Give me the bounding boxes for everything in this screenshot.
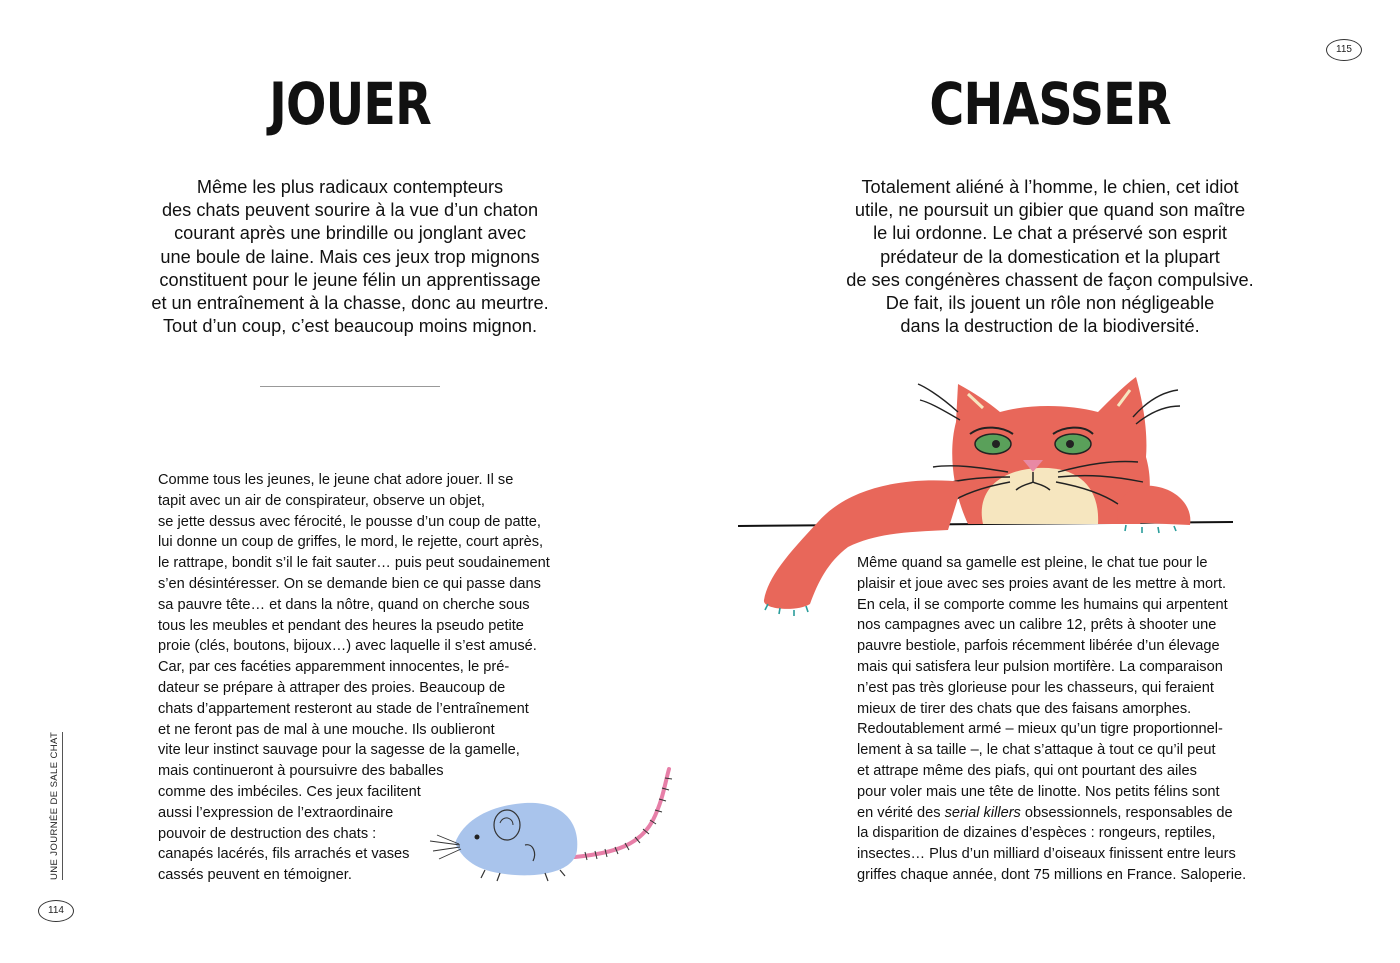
intro-line: le lui ordonne. Le chat a préservé son esprit bbox=[873, 223, 1227, 244]
body-line: et ne feront pas de mal à une mouche. Ils oublieront bbox=[158, 721, 495, 738]
body-line: insectes… Plus d’un milliard d’oiseaux finissent entre leurs bbox=[857, 846, 1236, 863]
body-line: vite leur instinct sauvage pour la sagesse de la gamelle, bbox=[158, 742, 520, 759]
intro-line: dans la destruction de la biodiversité. bbox=[900, 316, 1200, 337]
intro-line: Même les plus radicaux contempteurs bbox=[196, 177, 504, 197]
body-line: tapit avec un air de conspirateur, observe un objet, bbox=[158, 492, 485, 509]
body-line: pouvoir de destruction des chats : bbox=[158, 825, 377, 842]
body-line: En cela, il se comporte comme les humains qui arpentent bbox=[857, 596, 1228, 613]
body-line: cassés peuvent en témoigner. bbox=[158, 867, 352, 884]
body-line: griffes chaque année, dont 75 millions en France. Saloperie. bbox=[857, 866, 1247, 883]
body-line: Car, par ces facéties apparemment innocentes, le pré- bbox=[158, 659, 510, 676]
body-line: chats d’appartement resteront au stade de l’entraînement bbox=[158, 700, 529, 717]
body-line: lui donne un coup de griffes, le mord, le rejette, court après, bbox=[158, 534, 544, 551]
body-line: dateur se prépare à attraper des proies. Beaucoup de bbox=[158, 679, 506, 696]
body-line: et attrape même des piafs, qui ont pourtant des ailes bbox=[857, 762, 1197, 779]
claws-right bbox=[1125, 525, 1176, 533]
italic-before: en vérité des bbox=[857, 804, 945, 821]
mouse-illustration bbox=[425, 765, 680, 890]
left-page-title: JOUER bbox=[269, 70, 431, 138]
body-line: lement à sa taille –, le chat s’attaque à tout ce qu’il peut bbox=[857, 742, 1216, 759]
italic-phrase: serial killers bbox=[944, 804, 1021, 821]
running-head: UNE JOURNÉE DE SALE CHAT bbox=[49, 732, 63, 880]
body-line: aussi l’expression de l’extraordinaire bbox=[158, 804, 394, 821]
page-number: 114 bbox=[38, 900, 74, 922]
body-line: Comme tous les jeunes, le jeune chat adore jouer. Il se bbox=[158, 472, 514, 488]
page-number: 115 bbox=[1326, 39, 1362, 61]
intro-line: et un entraînement à la chasse, donc au meurtre. bbox=[151, 293, 549, 314]
body-line: se jette dessus avec férocité, le pousse d’un coup de patte, bbox=[158, 513, 541, 530]
intro-line: Tout d’un coup, c’est beaucoup moins mignon. bbox=[162, 316, 538, 337]
italic-after: obsessionnels, responsables de bbox=[1020, 804, 1233, 821]
body-line: mais qui satisfera leur pulsion mortifère. La comparaison bbox=[857, 658, 1223, 675]
intro-line: des chats peuvent sourire à la vue d’un chaton bbox=[161, 200, 539, 221]
intro-line: courant après une brindille ou jonglant avec bbox=[174, 223, 526, 244]
right-body-text bbox=[857, 553, 1257, 886]
body-line: mieux de tirer des chats que des faisans amorphes. bbox=[857, 700, 1192, 717]
body-line: s’en désintéresser. On se demande bien ce qui passe dans bbox=[158, 575, 541, 592]
intro-line: Totalement aliéné à l’homme, le chien, cet idiot bbox=[861, 177, 1239, 197]
mouse-tail bbox=[575, 769, 669, 857]
intro-line: prédateur de la domestication et la plupart bbox=[880, 246, 1220, 267]
section-divider bbox=[260, 386, 440, 387]
right-page bbox=[700, 0, 1400, 963]
body-line: la disparition de dizaines d’espèces : rongeurs, reptiles, bbox=[857, 825, 1216, 842]
body-line: tous les meubles et pendant des heures la pseudo petite bbox=[158, 617, 524, 634]
right-page-title: CHASSER bbox=[929, 70, 1171, 138]
body-line: plaisir et joue avec ses proies avant de les mettre à mort. bbox=[857, 575, 1227, 592]
mouse-whiskers bbox=[430, 835, 461, 859]
body-line: pour voler mais une tête de linotte. Nos petits félins sont bbox=[857, 783, 1220, 800]
body-line-italic bbox=[857, 803, 1257, 824]
mouse-ear bbox=[494, 810, 520, 840]
body-line: n’est pas très glorieuse pour les chasseurs, qui feraient bbox=[857, 679, 1214, 696]
left-intro bbox=[120, 176, 580, 338]
mouse-eye bbox=[475, 835, 480, 840]
body-line: le rattrape, bondit s’il le fait sauter… puis peut soudainement bbox=[158, 555, 550, 572]
body-line: sa pauvre tête… et dans la nôtre, quand on cherche sous bbox=[158, 596, 530, 613]
body-line: Même quand sa gamelle est pleine, le chat tue pour le bbox=[857, 555, 1208, 571]
body-line: Redoutablement armé – mieux qu’un tigre proportionnel- bbox=[857, 721, 1223, 738]
body-line: nos campagnes avec un calibre 12, prêts à shooter une bbox=[857, 617, 1217, 634]
intro-line: constituent pour le jeune félin un apprentissage bbox=[159, 269, 541, 290]
body-line: pauvre bestiole, parfois récemment libérée d’un élevage bbox=[857, 638, 1220, 655]
body-line: canapés lacérés, fils arrachés et vases bbox=[158, 846, 410, 863]
right-intro bbox=[820, 176, 1280, 338]
body-line: comme des imbéciles. Ces jeux facilitent bbox=[158, 783, 421, 800]
intro-line: De fait, ils jouent un rôle non négligeable bbox=[885, 293, 1215, 314]
intro-line: de ses congénères chassent de façon compulsive. bbox=[846, 269, 1254, 290]
body-line: proie (clés, boutons, bijoux…) avec laquelle il s’est amusé. bbox=[158, 638, 537, 655]
intro-line: utile, ne poursuit un gibier que quand son maître bbox=[854, 200, 1246, 221]
intro-line: une boule de laine. Mais ces jeux trop mignons bbox=[160, 246, 540, 267]
body-line: mais continueront à poursuivre des baballes bbox=[158, 763, 444, 780]
tail-stripes bbox=[585, 778, 672, 860]
